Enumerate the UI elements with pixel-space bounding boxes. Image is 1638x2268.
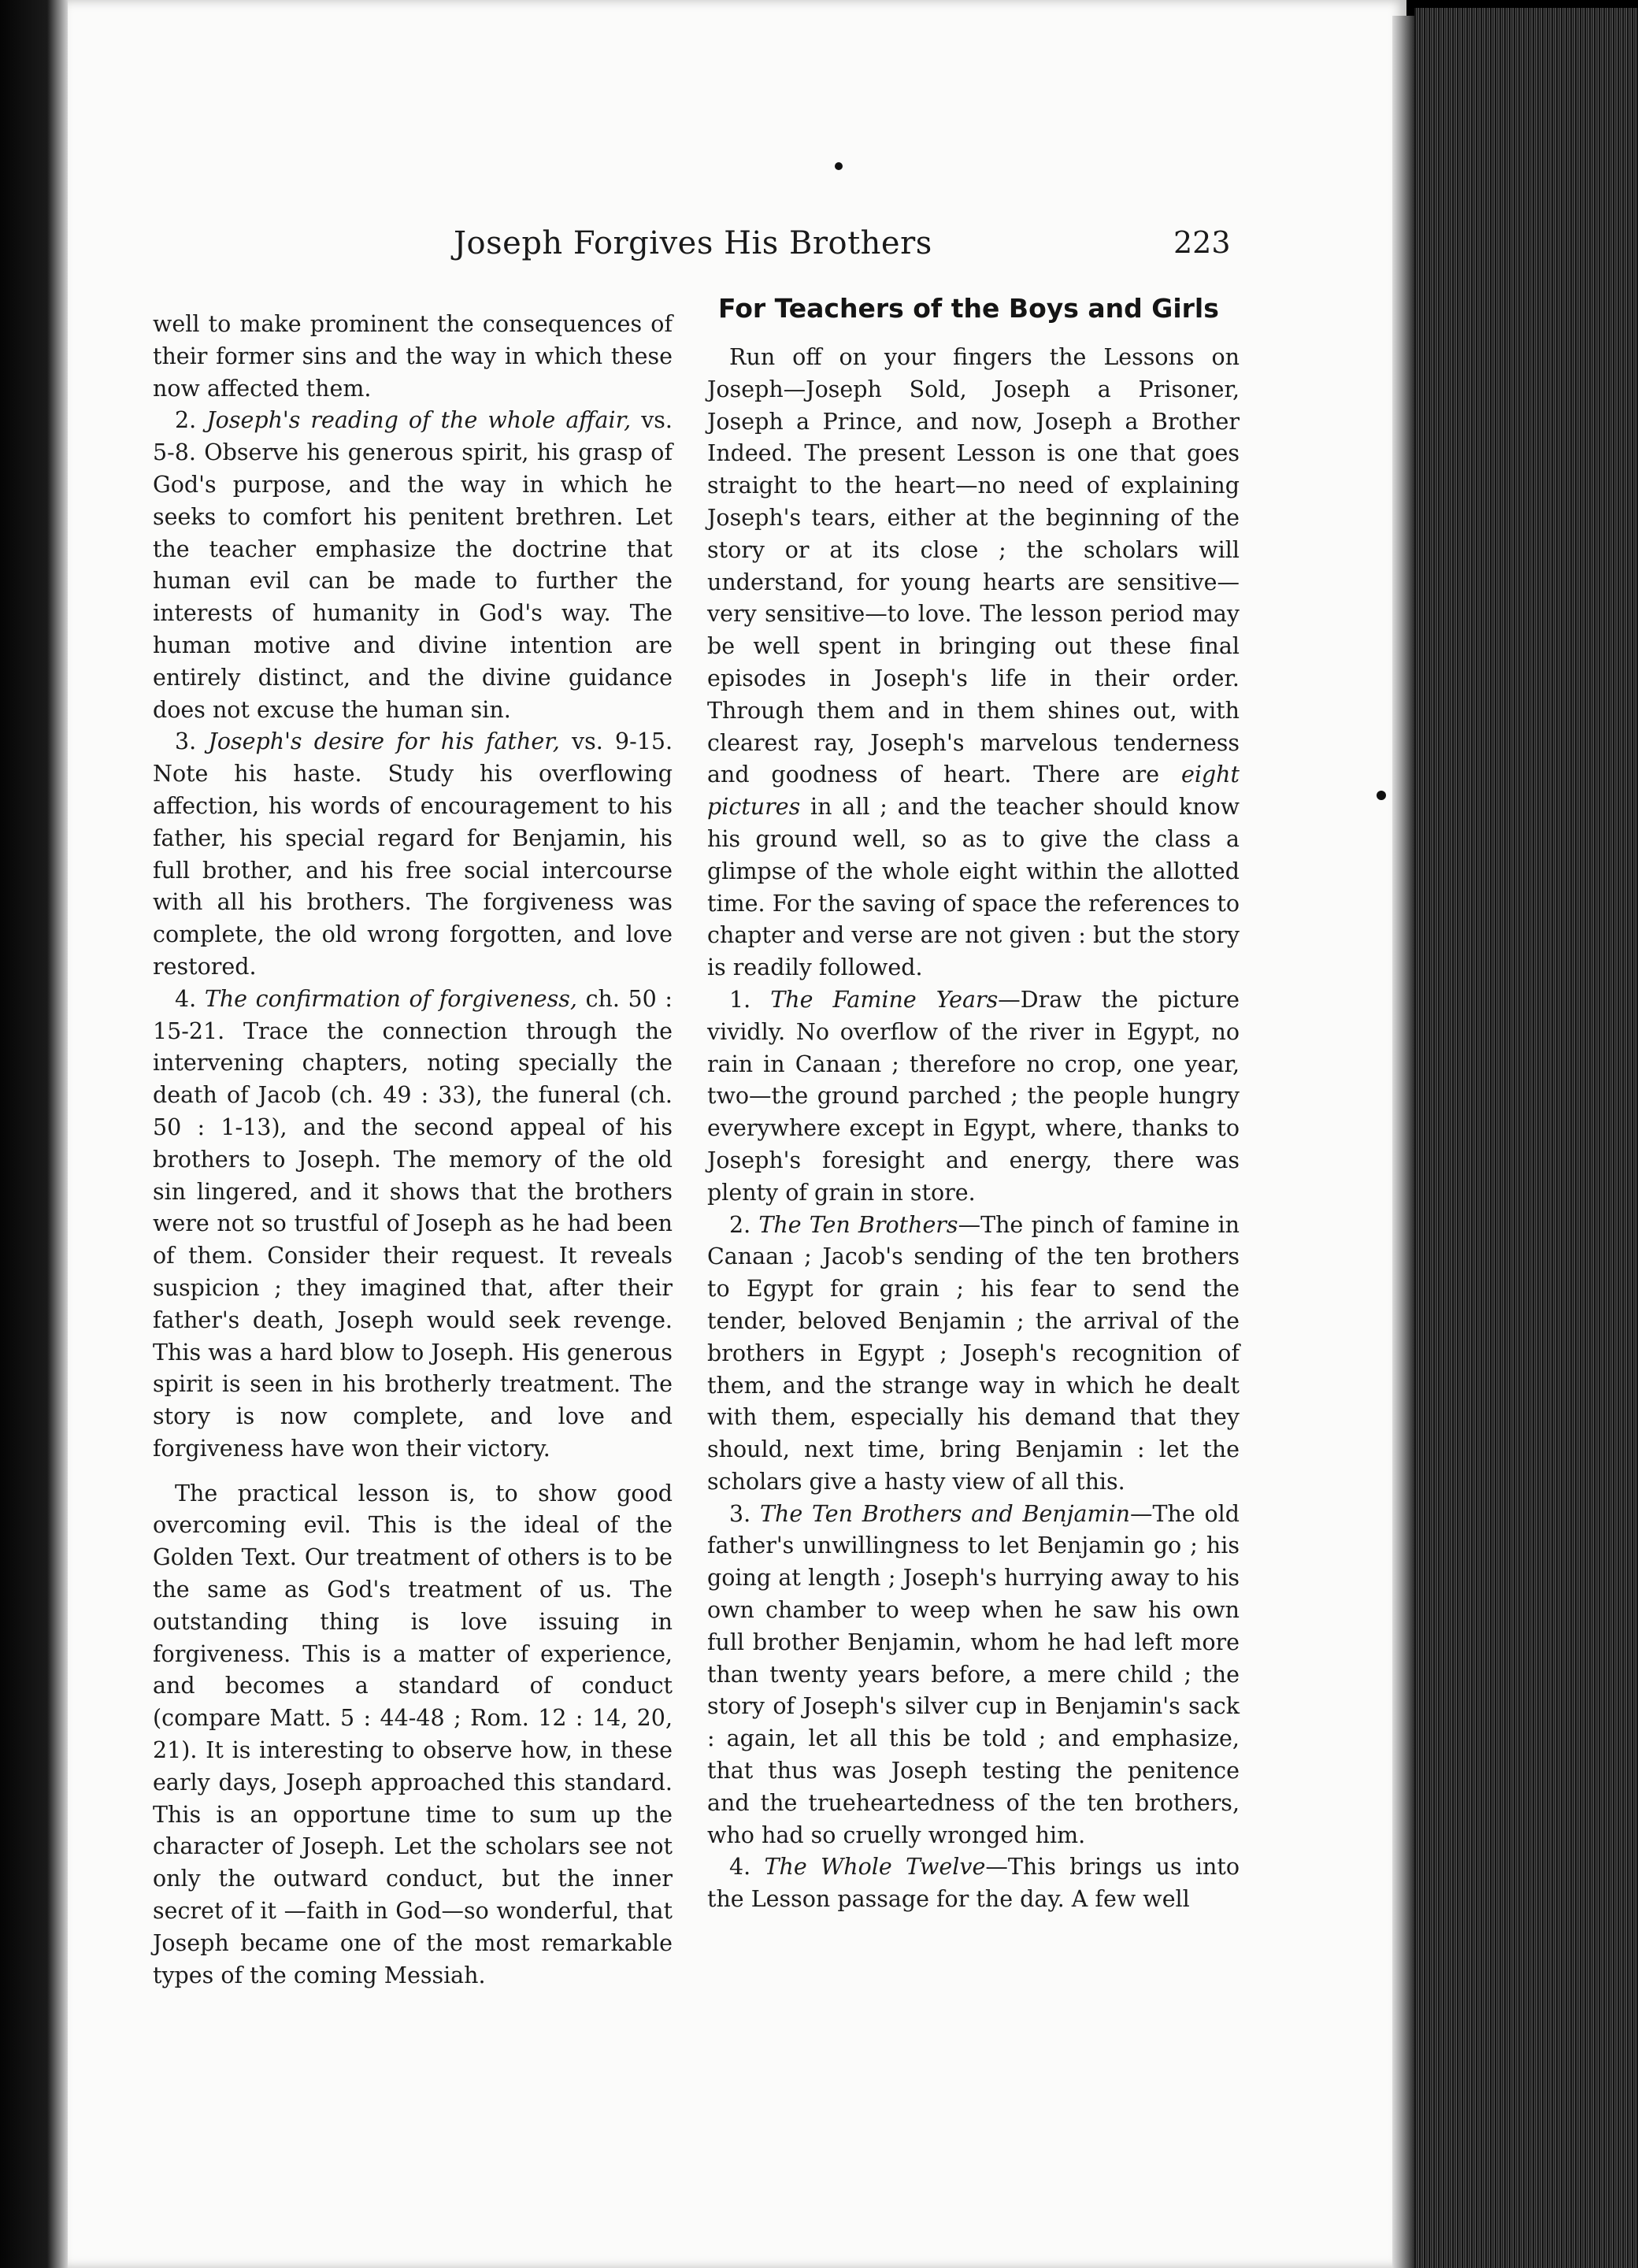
item-number: 1.	[729, 986, 751, 1013]
left-page-edge	[0, 0, 79, 2268]
paragraph-text: —The pinch of famine in Canaan ; Jacob's sending of the ten brothers to Egypt for grain ; his fear to send the tender, beloved Benjamin ; the arrival of the brothers in Egypt ; Joseph's recognition of them, and the strange way in which he dealt with them, especially his demand that they should, next time, bring Benjamin : let the scholars give a hasty view of all this.	[707, 1211, 1240, 1495]
item-number: 4.	[729, 1854, 751, 1881]
item-number: 4.	[175, 985, 197, 1012]
margin-dot-mark	[1377, 791, 1386, 800]
paragraph	[153, 726, 673, 983]
paragraph-text: —This brings us into the Lesson passage for the day. A few well	[707, 1854, 1240, 1913]
paragraph-text: well to make prominent the consequences of their former sins and the way in which these now affected them.	[153, 311, 673, 402]
paragraph	[153, 309, 673, 405]
paragraph	[153, 405, 673, 726]
item-title: The Famine Years	[770, 986, 999, 1013]
paragraph	[707, 984, 1240, 1210]
item-number: 2.	[729, 1211, 751, 1238]
page-shadow-edge	[1392, 16, 1414, 2268]
paragraph	[707, 1851, 1240, 1916]
item-number: 2.	[175, 407, 197, 434]
book-page-stack	[1414, 8, 1638, 2268]
emphasis-text: eight pictures	[707, 762, 1240, 821]
ink-dot-mark	[835, 162, 843, 170]
item-title: The confirmation of forgiveness,	[204, 985, 577, 1012]
paragraph	[153, 1478, 673, 1992]
item-number: 3.	[729, 1500, 751, 1527]
paragraph-text: Run off on your fingers the Lessons on Joseph—Joseph Sold, Joseph a Prisoner, Joseph a Prince, and now, Joseph a Brother Indeed. The present Lesson is one that goes straight to the heart—no need of explaining Joseph's tears, either at the beginning of the story or at its close ; the scholars will understand, for young hearts are sensitive—very sensitive—to love. The lesson period may be well spent in bringing out these final episodes in Joseph's life in their order. Through them and in them shines out, with clearest ray, Joseph's marvelous tenderness and goodness of heart. There are	[707, 344, 1240, 788]
item-number: 3.	[175, 728, 197, 755]
paragraph-text: —Draw the picture vividly. No overflow of the river in Egypt, no rain in Canaan ; therefore no crop, one year, two—the ground parched ; the people hungry everywhere except in Egypt, where, thanks to Joseph's foresight and energy, there was plenty of grain in store.	[707, 986, 1240, 1206]
paragraph	[707, 1499, 1240, 1852]
left-column	[153, 309, 673, 1992]
page-number: 223	[1173, 225, 1231, 260]
paragraph-text: vs. 5-8. Observe his generous spirit, his grasp of God's purpose, and the way in which he seeks to comfort his penitent brethren. Let the teacher emphasize the doctrine that human evil can be made to further the interests of humanity in God's way. The human motive and divine intention are entirely distinct, and the divine guidance does not excuse the human sin.	[153, 407, 673, 723]
paragraph-text: —The old father's unwillingness to let Benjamin go ; his going at length ; Joseph's hurrying away to his own chamber to weep when he saw his own full brother Benjamin, whom he had left more than twenty years before, a mere child ; the story of Joseph's silver cup in Benjamin's sack : again, let all this be told ; and emphasize, that thus was Joseph testing the penitence and the trueheartedness of the ten brothers, who had so cruelly wronged him.	[707, 1500, 1240, 1848]
right-column	[707, 342, 1240, 1916]
paragraph	[153, 984, 673, 1466]
paragraph-text: vs. 9-15. Note his haste. Study his overflowing affection, his words of encouragement to his father, his special regard for Benjamin, his full brother, and his free social intercourse with all his brothers. The forgiveness was complete, the old wrong forgotten, and love restored.	[153, 728, 673, 980]
paragraph-text: in all ; and the teacher should know his ground well, so as to give the class a glimpse of the whole eight within the allotted time. For the saving of space the references to chapter and verse are not given : but the story is readily followed.	[707, 794, 1240, 981]
paragraph-text: The practical lesson is, to show good overcoming evil. This is the ideal of the Golden Text. Our treatment of others is to be the same as God's treatment of us. The outstanding thing is love issuing in forgiveness. This is a matter of experience, and becomes a standard of conduct (compare Matt. 5 : 44-48 ; Rom. 12 : 14, 20, 21). It is interesting to observe how, in these early days, Joseph approached this standard. This is an opportune time to sum up the character of Joseph. Let the scholars see not only the outward conduct, but the inner secret of it —faith in God—so wonderful, that Joseph became one of the most remarkable types of the coming Messiah.	[153, 1480, 673, 1988]
paragraph	[707, 342, 1240, 984]
item-title: The Ten Brothers and Benjamin	[759, 1500, 1130, 1527]
section-heading: For Teachers of the Boys and Girls	[718, 293, 1219, 324]
item-title: Joseph's reading of the whole affair,	[206, 407, 632, 434]
paragraph-text: ch. 50 : 15-21. Trace the connection through the intervening chapters, noting specially the death of Jacob (ch. 49 : 33), the funeral (ch. 50 : 1-13), and the second appeal of his brothers to Joseph. The memory of the old sin lingered, and it shows that the brothers were not so trustful of Joseph as he had been of them. Consider their request. It reveals suspicion ; they imagined that, after their father's death, Joseph would seek revenge. This was a hard blow to Joseph. His generous spirit is seen in his brotherly treatment. The story is now complete, and love and forgiveness have won their victory.	[153, 985, 673, 1462]
item-title: The Whole Twelve	[764, 1854, 986, 1881]
item-title: The Ten Brothers	[758, 1211, 958, 1238]
paragraph	[707, 1210, 1240, 1499]
running-head: Joseph Forgives His Brothers	[454, 225, 932, 261]
item-title: Joseph's desire for his father,	[208, 728, 560, 755]
